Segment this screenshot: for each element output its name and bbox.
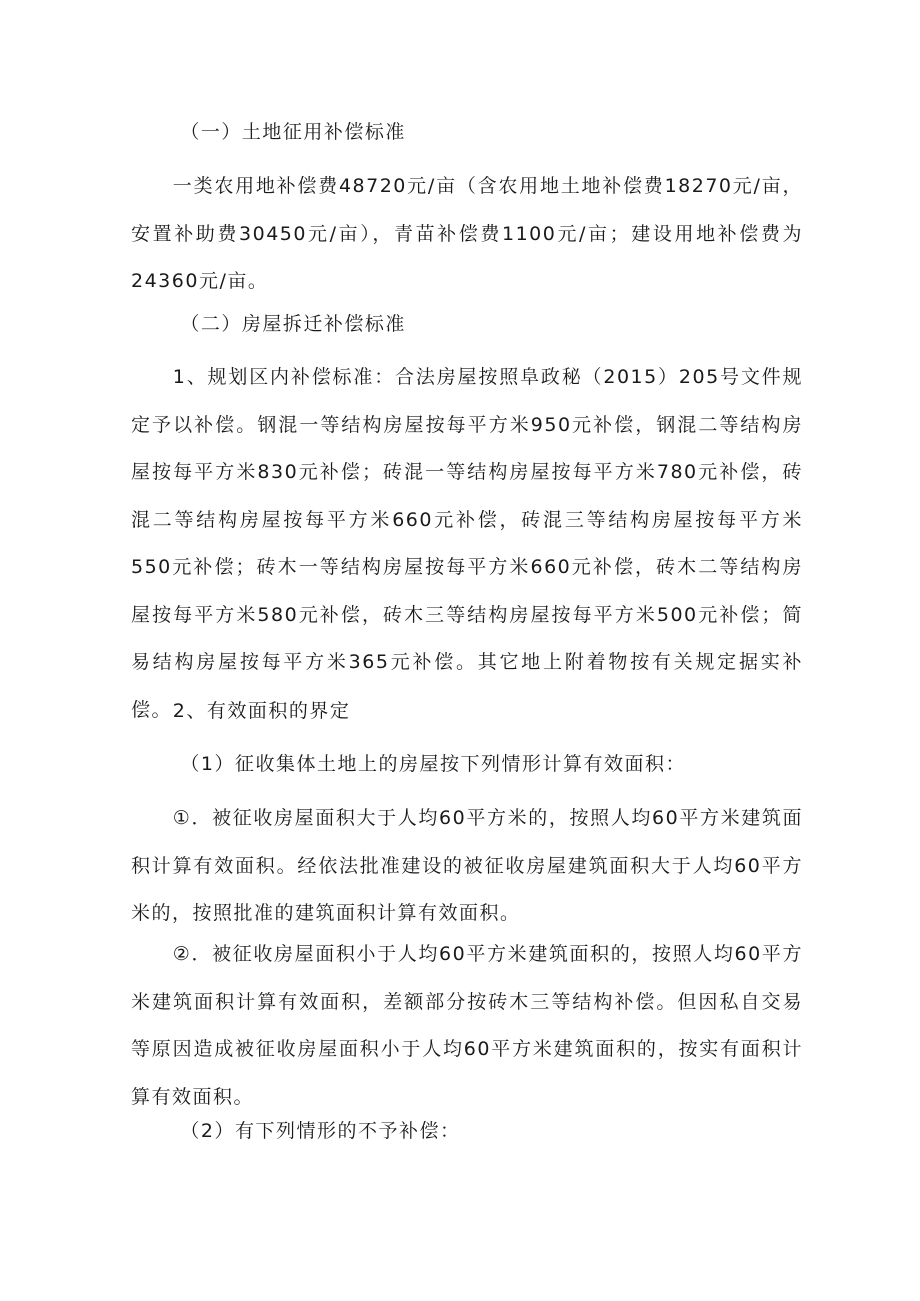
section-heading-land: （一）土地征用补偿标准 (180, 121, 406, 143)
section-heading-house: （二）房屋拆迁补偿标准 (180, 313, 406, 335)
paragraph-land-compensation: 一类农用地补偿费48720元/亩（含农用地土地补偿费18270元/亩，安置补助费30450元/亩），青苗补偿费1100元/亩；建设用地补偿费为24360元/亩。 (131, 175, 803, 292)
subheading-no-compensation: （2）有下列情形的不予补偿： (180, 1120, 461, 1142)
subheading-effective-area: 2、有效面积的界定 (172, 700, 351, 722)
paragraph-point-1: ①．被征收房屋面积大于人均60平方米的，按照人均60平方米建筑面积计算有效面积。经依法批准建设的被征收房屋建筑面积大于人均60平方米的，按照批准的建筑面积计算有效面积。 (131, 807, 803, 924)
subheading-collective-land: （1）征收集体土地上的房屋按下列情形计算有效面积： (180, 753, 686, 775)
paragraph-house-standards: 1、规划区内补偿标准：合法房屋按照阜政秘（2015）205号文件规定予以补偿。钢混一等结构房屋按每平方米950元补偿，钢混二等结构房屋按每平方米830元补偿；砖混一等结构房屋按每平方米780元补偿，砖混二等结构房屋按每平方米660元补偿，砖混三等结构房屋按每平方米550元补偿；砖木一等结构房屋按每平方米660元补偿，砖木二等结构房屋按每平方米580元补偿，砖木三等结构房屋按每平方米500元补偿；简易结构房屋按每平方米365元补偿。其它地上附着物按有关规定据实补偿。 (131, 366, 803, 721)
paragraph-point-2: ②．被征收房屋面积小于人均60平方米建筑面积的，按照人均60平方米建筑面积计算有效面积，差额部分按砖木三等结构补偿。但因私自交易等原因造成被征收房屋面积小于人均60平方米建筑面积的，按实有面积计算有效面积。 (131, 943, 803, 1108)
